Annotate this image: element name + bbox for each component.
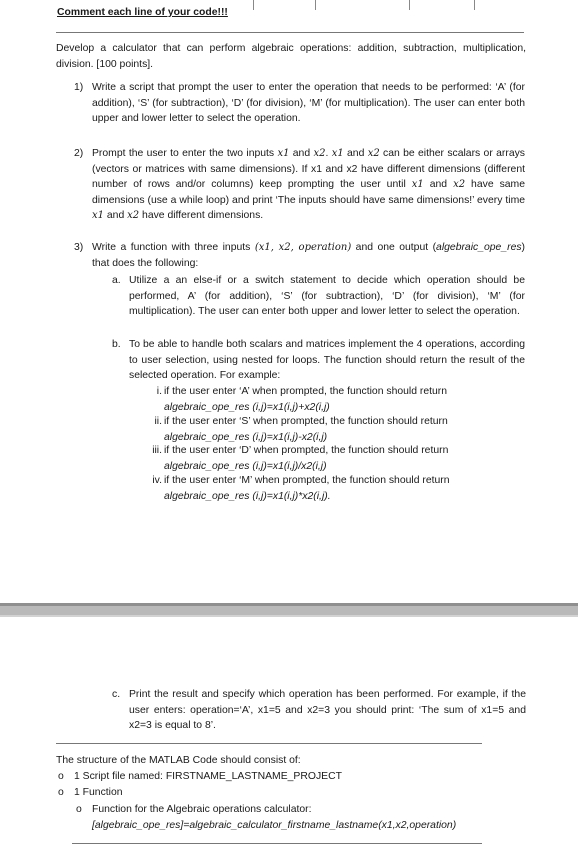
list-marker: c. <box>112 689 121 700</box>
page-divider-mark <box>474 0 475 10</box>
text-span: and <box>289 148 314 159</box>
var-x2: x2 <box>367 148 380 159</box>
bullet-circle-icon: o <box>76 804 82 815</box>
list-item-3a: Utilize a an else-if or a switch statement to decide which operation should be performed, A’ (for addition), ‘S’ (for subtraction), ‘D’ (for division), ‘M’ (for multiplication). The user can enter both upper and lower letter to select the operation. <box>129 275 525 318</box>
list-marker: ii. <box>154 416 162 427</box>
var-x2: x2 <box>313 148 326 159</box>
var-x1: x1 <box>92 210 105 222</box>
page-title: Comment each line of your code!!! <box>57 7 228 18</box>
function-signature: (x1, x2, operation) <box>254 242 352 253</box>
structure-item: 1 Function <box>74 787 123 798</box>
list-marker: b. <box>112 339 121 350</box>
bullet-circle-icon: o <box>58 771 64 782</box>
text-span: have different dimensions. <box>139 210 264 222</box>
list-marker: 2) <box>74 148 84 159</box>
page-break <box>0 603 578 617</box>
code-expression: algebraic_ope_res (i,j)=x1(i,j)-x2(i,j) <box>164 431 328 443</box>
divider <box>72 843 482 844</box>
structure-item: 1 Script file named: FIRSTNAME_LASTNAME_PROJECT <box>74 771 342 782</box>
divider <box>56 743 482 744</box>
text-span: and <box>104 210 128 222</box>
list-marker: iv. <box>152 475 162 486</box>
page-divider-mark <box>409 0 410 10</box>
list-marker: 3) <box>74 242 84 253</box>
page-divider-mark <box>315 0 316 10</box>
text-span: can be either scalars or arrays (vectors or matrices with same dimensions). If x1 and x2 have different dimensions (different number of rows and/or columns) keep prompting the user until <box>92 148 525 191</box>
structure-heading: The structure of the MATLAB Code should consist of: <box>56 755 301 766</box>
text-span: and one output ( <box>351 242 437 253</box>
list-marker: 1) <box>74 82 84 93</box>
divider <box>56 32 524 33</box>
code-expression: algebraic_ope_res (i,j)=x1(i,j)/x2(i,j) <box>164 460 327 472</box>
var-x2: x2 <box>453 179 466 191</box>
output-name: algebraic_ope_res <box>436 242 522 253</box>
var-x1: x1 <box>411 179 424 191</box>
bullet-circle-icon: o <box>58 787 64 798</box>
list-item-3b-i <box>164 384 525 415</box>
var-x1: x1 <box>277 148 290 159</box>
document-page-2 <box>0 617 578 846</box>
list-item-1: Write a script that prompt the user to enter the operation that needs to be performed: ‘A’ (for addition), ‘S’ (for subtraction), ‘D’ (for division), ‘M’ (for multiplication). The user can enter both upper and lower letter to select the operation. <box>92 82 525 125</box>
sub-item-text: Function for the Algebraic operations calculator: <box>92 804 312 815</box>
code-expression: algebraic_ope_res (i,j)=x1(i,j)+x2(i,j) <box>164 401 330 413</box>
text-span: . <box>325 148 332 159</box>
var-x1: x1 <box>331 148 344 159</box>
sub-item-text: if the user enter ‘A’ when prompted, the function should return <box>164 386 448 397</box>
page-divider-mark <box>253 0 254 10</box>
sub-item-text: if the user enter ‘S’ when prompted, the function should return <box>164 416 448 427</box>
code-expression: [algebraic_ope_res]=algebraic_calculator_firstname_lastname(x1,x2,operation) <box>92 819 457 831</box>
list-item-3b-iii <box>164 443 525 474</box>
page-edge <box>0 603 578 606</box>
text-span: and <box>423 179 454 191</box>
list-item-2 <box>92 146 525 224</box>
list-item-3 <box>92 240 525 271</box>
list-item-3b: To be able to handle both scalars and matrices implement the 4 operations, according to user selection, using nested for loops. The function should return the result of the selected operation. For example: <box>129 339 525 382</box>
list-item-3c: Print the result and specify which operation has been performed. For example, if the user enters: operation=‘A’, x1=5 and x2=3 you should print: ‘The sum of x1=5 and x2=3 is equal to 8’. <box>129 689 526 732</box>
text-span: ) that does the following: <box>92 242 526 269</box>
list-marker: i. <box>156 386 162 397</box>
code-expression: algebraic_ope_res (i,j)=x1(i,j)*x2(i,j). <box>164 490 331 502</box>
structure-subitem <box>92 802 522 833</box>
list-marker: a. <box>112 275 121 286</box>
sub-item-text: if the user enter ‘D’ when prompted, the function should return <box>164 445 449 456</box>
intro-text: Develop a calculator that can perform algebraic operations: addition, subtraction, multiplication, division. [100 points]. <box>56 43 526 70</box>
text-span: and <box>343 148 368 159</box>
var-x2: x2 <box>127 210 140 222</box>
list-marker: iii. <box>152 445 162 456</box>
list-item-3b-iv <box>164 473 525 504</box>
text-span: Prompt the user to enter the two inputs <box>92 148 278 159</box>
list-item-3b-ii <box>164 414 525 445</box>
sub-item-text: if the user enter ‘M’ when prompted, the function should return <box>164 475 450 486</box>
text-span: Write a function with three inputs <box>92 242 255 253</box>
text-span: have same dimensions (use a while loop) and print ‘The inputs should have same dimensions!’ every time <box>92 179 525 206</box>
